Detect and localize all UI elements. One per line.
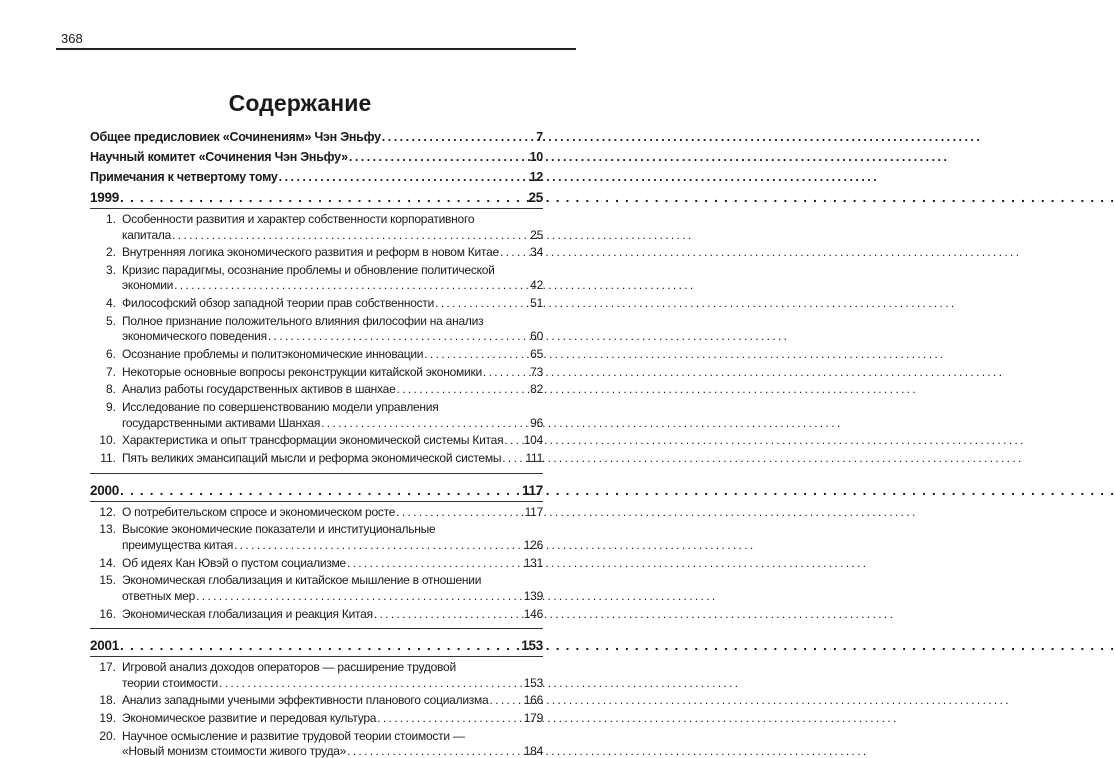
toc-entry-17-number: 17. — [99, 660, 116, 675]
toc-entry-4-number: 4. — [105, 296, 116, 311]
toc-entry-20-text: «Новый монизм стоимости живого труда» — [122, 744, 347, 758]
section-rule — [90, 656, 543, 657]
toc-entry-18-number: 18. — [99, 693, 116, 708]
toc-entry-14-leader — [347, 556, 523, 570]
toc-entry-5-line-2 — [122, 329, 543, 343]
section-year-1999-page: 25 — [528, 190, 543, 205]
toc-entry-15-leader — [196, 589, 523, 603]
section-year-2000-text: 2000 — [90, 482, 120, 498]
toc-entry-2-number: 2. — [105, 245, 116, 260]
toc-entry-6-text: Осознание проблемы и политэкономические инновации — [122, 347, 424, 361]
toc-entry-8-leader — [397, 382, 530, 396]
toc-entry-5-line-1: Полное признание положительного влияния философии на анализ — [122, 313, 484, 328]
section-rule — [90, 208, 543, 209]
section-year-1999 — [90, 190, 543, 205]
toc-entry-16-text: Экономическая глобализация и реакция Китая — [122, 606, 373, 621]
front-matter-item-3-text: Примечания к четвертому тому — [90, 170, 278, 184]
toc-entry-15-line-1: Экономическая глобализация и китайское мышление в отношении — [122, 573, 482, 588]
front-matter-item-3 — [90, 170, 543, 185]
toc-entry-15-text: ответных мер — [122, 588, 196, 603]
section-rule — [90, 501, 543, 502]
toc-entry-8-title — [122, 382, 543, 396]
toc-entry-2-page: 34 — [530, 245, 543, 260]
toc-entry-6-title — [122, 347, 543, 361]
toc-entry-14-title — [122, 556, 543, 570]
toc-entry-3-leader — [174, 278, 529, 292]
toc-entry-10-leader — [504, 433, 522, 447]
toc-entry-7-number: 7. — [105, 364, 116, 379]
toc-entry-2-leader — [500, 245, 529, 259]
front-matter-item-1-text: Общее предисловиек «Сочинениям» Чэн Эньфу — [90, 130, 381, 144]
toc-entry-5-number: 5. — [105, 313, 116, 328]
toc-entry-18-text: Анализ западными учеными эффективности планового социализма — [122, 693, 489, 708]
toc-entry-11-number: 11. — [100, 451, 116, 465]
toc-entry-15-page: 139 — [523, 588, 543, 603]
toc-entry-7-title — [122, 365, 543, 379]
toc-entry-11-title — [122, 451, 543, 465]
toc-entry-8-number: 8. — [105, 382, 116, 397]
toc-entry-11-leader — [502, 451, 524, 465]
front-matter-item-3-page: 12 — [529, 170, 543, 184]
section-end-rule — [90, 473, 543, 474]
toc-entry-10-number: 10. — [99, 433, 116, 448]
toc-entry-19-title — [122, 711, 543, 725]
toc-entry-13-text: преимущества китая — [122, 537, 234, 552]
toc-entry-6-page: 65 — [530, 347, 543, 361]
toc-entry-3-line-2 — [122, 278, 543, 292]
toc-entry-7-leader — [483, 365, 529, 379]
section-year-2001-text: 2001 — [90, 638, 120, 654]
toc-entry-11-page: 111 — [525, 451, 543, 465]
toc-entry-20-line-1: Научное осмысление и развитие трудовой теории стоимости — — [122, 728, 465, 743]
toc-entry-10-page: 104 — [523, 433, 543, 448]
toc-entry-13-page: 126 — [523, 537, 543, 552]
toc-entry-5-text: экономического поведения — [122, 329, 267, 344]
toc-entry-13-number: 13. — [99, 522, 116, 537]
section-year-2001 — [90, 638, 543, 653]
toc-entry-6-number: 6. — [105, 347, 116, 361]
toc-entry-20-leader — [347, 744, 523, 758]
toc-entry-1-text: капитала — [122, 227, 172, 242]
toc-entry-9-leader — [321, 416, 529, 430]
front-matter-item-1-leader — [382, 130, 536, 145]
toc-entry-16-number: 16. — [99, 606, 116, 621]
toc-entry-12-title — [122, 505, 543, 519]
header-rule — [56, 48, 576, 50]
toc-entry-19-page: 179 — [523, 711, 543, 726]
toc-entry-18-leader — [489, 693, 522, 707]
front-matter-item-3-leader — [279, 170, 529, 185]
toc-entry-12-number: 12. — [99, 504, 116, 519]
toc-entry-20-number: 20. — [99, 728, 116, 743]
toc-entry-13-line-1: Высокие экономические показатели и институциональные — [122, 522, 436, 537]
section-year-2000-page: 117 — [521, 482, 543, 498]
toc-entry-2-text: Внутренняя логика экономического развития и реформ в новом Китае — [122, 245, 499, 260]
section-year-2000 — [90, 483, 543, 498]
front-matter-item-2 — [90, 150, 543, 165]
toc-entry-18-title — [122, 693, 543, 707]
toc-entry-12-text: О потребительском спросе и экономическом росте — [122, 504, 396, 519]
toc-entry-6-leader — [424, 347, 529, 361]
toc-entry-4-text: Философский обзор западной теории прав собственности — [122, 296, 435, 311]
toc-entry-7-text: Некоторые основные вопросы реконструкции китайской экономики — [122, 364, 482, 379]
toc-entry-14-text: Об идеях Кан Ювэй о пустом социализме — [122, 555, 346, 570]
toc-entry-1-line-2 — [122, 228, 543, 242]
page-number: 368 — [61, 31, 83, 46]
toc-entry-9-line-2 — [122, 416, 543, 430]
toc-entry-11-text: Пять великих эмансипаций мысли и реформа экономической системы — [122, 451, 502, 465]
toc-entry-10-text: Характеристика и опыт трансформации экономической системы Китая — [122, 433, 504, 448]
toc-entry-9-line-1: Исследование по совершенствованию модели управления — [122, 400, 439, 415]
toc-entry-3-page: 42 — [530, 278, 543, 293]
toc-entry-16-page: 146 — [523, 606, 543, 621]
front-matter-item-2-leader — [349, 150, 529, 165]
front-matter-item-2-text: Научный комитет «Сочинения Чэн Эньфу» — [90, 150, 348, 164]
section-year-1999-text: 1999 — [90, 190, 120, 205]
toc-entry-17-page: 153 — [523, 675, 543, 690]
toc-entry-15-line-2 — [122, 589, 543, 603]
page-title: Содержание — [228, 90, 372, 116]
toc-entry-5-leader — [268, 329, 529, 343]
toc-entry-16-leader — [374, 607, 523, 621]
toc-entry-17-leader — [219, 676, 523, 690]
toc-entry-20-page: 184 — [523, 744, 543, 758]
toc-entry-2-title — [122, 245, 543, 259]
toc-entry-3-number: 3. — [105, 262, 116, 277]
toc-entry-1-leader — [172, 228, 529, 242]
toc-entry-3-text: экономии — [122, 278, 174, 293]
section-end-rule — [90, 628, 543, 629]
toc-entry-1-number: 1. — [105, 212, 116, 226]
front-matter-item-1 — [90, 130, 543, 145]
toc-entry-9-page: 96 — [530, 415, 543, 430]
toc-entry-12-leader — [396, 505, 523, 519]
toc-entry-13-leader — [234, 538, 523, 552]
toc-entry-15-number: 15. — [99, 573, 116, 588]
toc-entry-10-title — [122, 433, 543, 447]
toc-entry-18-page: 166 — [523, 693, 543, 708]
toc-entry-8-text: Анализ работы государственных активов в шанхае — [122, 382, 396, 397]
front-matter-item-1-page: 7 — [536, 130, 543, 144]
toc-entry-14-page: 131 — [523, 555, 543, 570]
toc-entry-19-leader — [377, 711, 523, 725]
toc-entry-8-page: 82 — [530, 382, 543, 397]
toc-entry-19-number: 19. — [99, 711, 116, 726]
front-matter-item-2-page: 10 — [529, 150, 543, 164]
toc-entry-19-text: Экономическое развитие и передовая культура — [122, 711, 377, 726]
toc-entry-17-line-1: Игровой анализ доходов операторов — расширение трудовой — [122, 660, 456, 675]
toc-entry-4-leader — [435, 296, 529, 310]
toc-entry-5-page: 60 — [530, 329, 543, 344]
toc-entry-9-number: 9. — [105, 400, 116, 415]
toc-entry-12-page: 117 — [524, 504, 543, 519]
toc-entry-17-text: теории стоимости — [122, 675, 218, 690]
section-year-2001-leader — [120, 638, 520, 653]
section-year-2001-page: 153 — [521, 638, 543, 654]
section-year-2000-leader — [120, 483, 521, 498]
toc-entry-17-line-2 — [122, 676, 543, 690]
toc-entry-1-line-1: Особенности развития и характер собственности корпоративного — [122, 212, 475, 226]
toc-entry-14-number: 14. — [99, 555, 116, 570]
toc-entry-1-page: 25 — [530, 227, 543, 242]
toc-entry-4-page: 51 — [530, 296, 543, 311]
toc-entry-7-page: 73 — [530, 364, 543, 379]
toc-entry-3-line-1: Кризис парадигмы, осознание проблемы и обновление политической — [122, 262, 495, 277]
toc-entry-4-title — [122, 296, 543, 310]
toc-entry-13-line-2 — [122, 538, 543, 552]
toc-entry-9-text: государственными активами Шанхая — [122, 415, 321, 430]
section-year-1999-leader — [120, 190, 527, 205]
toc-entry-20-line-2 — [122, 744, 543, 758]
toc-entry-16-title — [122, 607, 543, 621]
